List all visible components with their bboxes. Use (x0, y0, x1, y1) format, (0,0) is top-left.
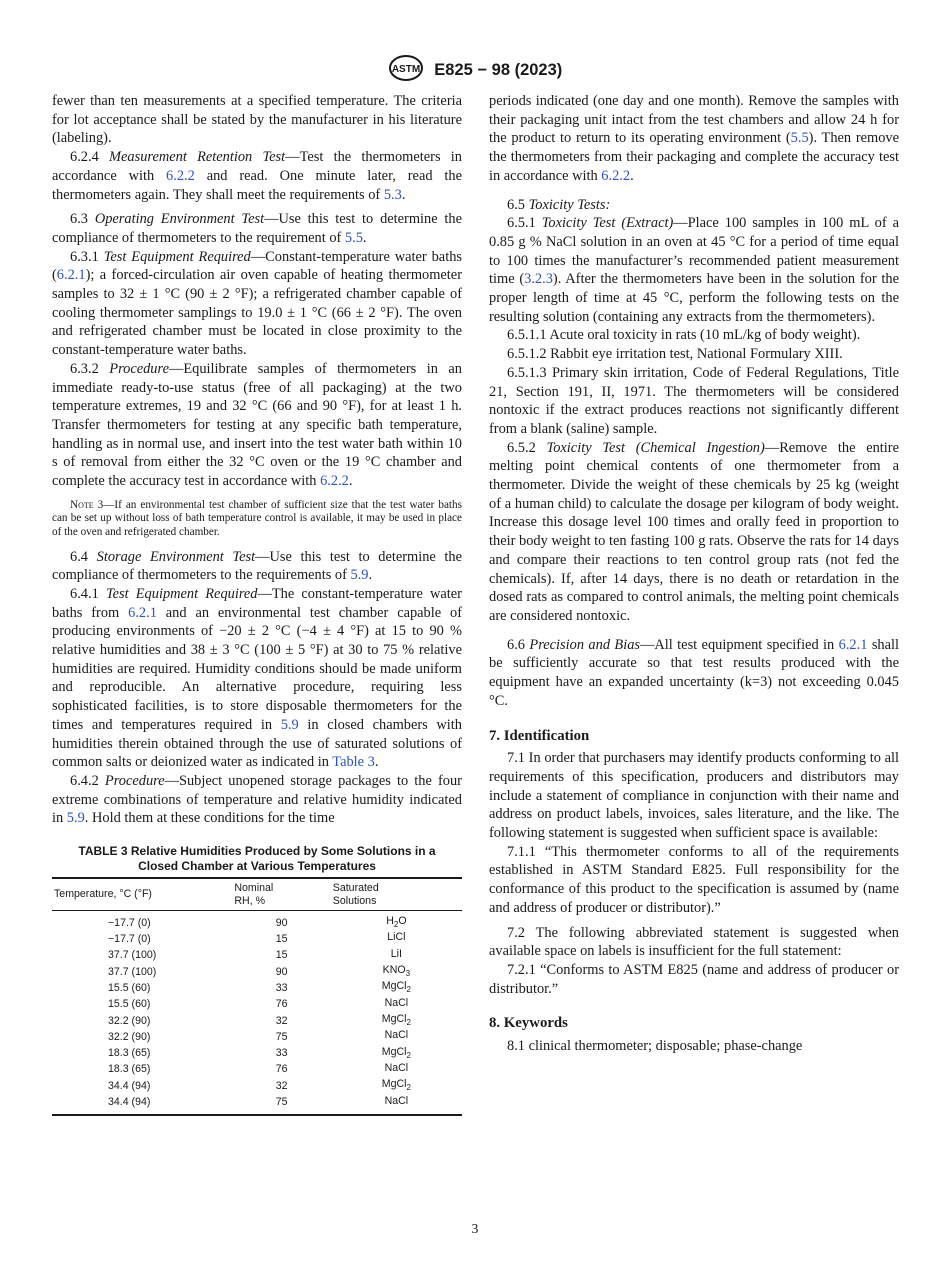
temperature-cell: 34.4 (94) (108, 1079, 151, 1092)
temperature-cell: 37.7 (100) (108, 949, 157, 962)
section-6-2-4: 6.2.4 Measurement Retention Test—Test the thermometers in accordance with 6.2.2 and read. One minute later, read the thermometers again. They shall meet the requirements of 5.3. (52, 149, 462, 203)
table-header: Saturated Solutions (331, 878, 462, 911)
section-7-1-1: 7.1.1 “This thermometer conforms to all of the requirements established in ASTM Standard E825. Full responsibility for the conformance of this product to the specification is assumed by (name and address of producer or distributor).” (489, 843, 899, 916)
table-row (52, 911, 462, 932)
section-6-5-1-1: 6.5.1.1 Acute oral toxicity in rats (10 mL/kg of body weight). (507, 327, 861, 344)
section-6-5: 6.5 Toxicity Tests: (507, 196, 611, 213)
page-header (0, 54, 950, 87)
section-8-1: 8.1 clinical thermometer; disposable; phase-change (507, 1038, 803, 1055)
rh-cell: 75 (275, 1030, 288, 1043)
temperature-cell: 15.5 (60) (108, 981, 151, 994)
table-row (52, 1078, 462, 1094)
ref-link[interactable]: 5.5 (790, 130, 809, 147)
section-7-1: 7.1 In order that purchasers may identify products conforming to all requirements of this specification, producers and distributors may include a statement of compliance in conjunction with their name and address on product labels, invoices, sales literature, and the like. The following statement is suggested when sufficient space is available: (489, 750, 899, 842)
astm-logo-icon (388, 54, 424, 87)
standard-code: E825 − 98 (2023) (434, 61, 563, 79)
solution-cell: MgCl$_2$ (381, 980, 411, 995)
ref-link[interactable]: 6.2.2 (601, 167, 631, 184)
section-7-2: 7.2 The following abbreviated statement is suggested when available space on labels is insufficient for the full statement: (489, 924, 899, 960)
section-6-5-1-3: 6.5.1.3 Primary skin irritation, Code of Federal Regulations, Title 21, Section 191, II, 1971. The thermometers will be considered nontoxic if the extract produces reactions not significantly different from a blank (saline) sample. (489, 364, 899, 437)
solution-cell: MgCl$_2$ (381, 1078, 411, 1093)
solution-cell: LiCl (387, 931, 406, 944)
solution-cell: NaCl (384, 1029, 409, 1042)
ref-link[interactable]: 3.2.3 (524, 271, 553, 288)
section-6-3: 6.3 Operating Environment Test—Use this test to determine the compliance of thermometers to the requirement of 5.5. (52, 211, 462, 246)
temperature-cell: 34.4 (94) (52, 1095, 232, 1115)
table-row (52, 948, 462, 964)
solution-cell: NaCl (384, 1061, 409, 1074)
section-6-4-1: 6.4.1 Test Equipment Required—The constant-temperature water baths from 6.2.1 and an environmental test chamber capable of producing environments of −20 ± 2 °C (−4 ± 4 °F) at 15 to 90 % relative humidities and 38 ± 3 °C (100 ± 5 °F) at 30 to 75 % relative humidities are required. Humidity conditions should be made uniform and reproducible. An alternative procedure, requiring less sophisticated facilities, is to store disposable thermometers for the times and temperatures required in 5.9 in closed chambers with humidities therein obtained through the use of saturated solutions of common salts or deionized water as indicated in Table 3. (52, 585, 462, 771)
rh-cell: 32 (275, 1079, 288, 1092)
section-heading-keywords: 8. Keywords (489, 1015, 568, 1032)
table-row (52, 1095, 462, 1115)
section-6-3-1: 6.3.1 Test Equipment Required—Constant-temperature water baths (6.2.1); a forced-circulation air oven capable of heating thermometer samples to 32 ± 1 °C (90 ± 2 °F); a refrigerated chamber capable of cooling thermometer samplings to 19.0 ± 1 °C (66 ± 2 °F). The oven and refrigerated chamber must be located in close proximity to the constant-temperature water baths. (52, 248, 462, 359)
solution-cell: MgCl$_2$ (381, 1012, 411, 1028)
paragraph-continued: periods indicated (one day and one month). Remove the samples with their packaging unit intact from the test chambers and allow 24 h for the product to return to its operating environment (5.5). Then remove the thermometers from their packaging and complete the accuracy test in accordance with 6.2.2. (489, 93, 899, 184)
temperature-cell: 37.7 (100) (108, 965, 157, 978)
table-3 (52, 877, 462, 1116)
solution-cell: NaCl (331, 1095, 462, 1115)
section-6-6: 6.6 Precision and Bias—All test equipment specified in 6.2.1 shall be sufficiently accurate so that test results produced with the equipment have an expanded uncertainty (k=3) not exceeding 0.045 °C. (489, 636, 899, 709)
solution-cell: NaCl (384, 996, 409, 1009)
rh-cell: 33 (275, 981, 288, 994)
temperature-cell: 18.3 (65) (108, 1063, 151, 1076)
section-6-5-1-2: 6.5.1.2 Rabbit eye irritation test, National Formulary XIII. (507, 346, 843, 363)
section-7-2-1: 7.2.1 “Conforms to ASTM E825 (name and address of producer or distributor.” (489, 961, 899, 997)
ref-link[interactable]: 5.5 (344, 229, 363, 246)
temperature-cell: 32.2 (90) (108, 1014, 151, 1027)
ref-link[interactable]: 5.9 (66, 810, 85, 827)
temperature-cell: 18.3 (65) (108, 1047, 151, 1060)
left-column (52, 92, 462, 1116)
table-row (52, 1062, 462, 1078)
rh-cell: 75 (232, 1095, 330, 1115)
solution-cell: $H_2O$ (386, 915, 407, 930)
rh-cell: 76 (275, 998, 288, 1011)
table-body (52, 911, 462, 1115)
temperature-cell: −17.7 (0) (108, 916, 151, 929)
ref-link[interactable]: 6.2.1 (838, 636, 868, 653)
ref-link[interactable]: Table 3 (332, 754, 375, 771)
table-3-caption: TABLE 3 Relative Humidities Produced by Some Solutions in a Closed Chamber at Various Temperatures (78, 844, 436, 873)
paragraph-continued: fewer than ten measurements at a specified temperature. The criteria for lot acceptance shall be stated by the manufacturer in his literature (labeling). (52, 93, 462, 147)
table-row (52, 1029, 462, 1045)
section-6-4: 6.4 Storage Environment Test—Use this test to determine the compliance of thermometers to the requirements of 5.9. (52, 548, 463, 584)
ref-link[interactable]: 5.9 (280, 716, 299, 733)
note-3: Note 3—If an environmental test chamber of sufficient size that the test water baths can be set up without loss of bath temperature control is available, it may be used in place of the oven and refrigerated chamber. (52, 498, 462, 538)
section-6-5-1: 6.5.1 Toxicity Test (Extract)—Place 100 samples in 100 mL of a 0.85 g % NaCl solution in an oven at 45 °C for a period of time equal to 100 times the manufacturer’s recommended patient measurement time (3.2.3). After the thermometers have been in the solution for the proper length of time at 45 °C, perform the following tests on the resulting solution (containing any extracts from the thermometers). (489, 215, 900, 325)
rh-cell: 90 (275, 965, 288, 978)
ref-link[interactable]: 5.3 (383, 186, 402, 203)
right-column (489, 92, 899, 1056)
svg-text:ASTM: ASTM (391, 64, 420, 75)
ref-link[interactable]: 6.2.2 (166, 167, 195, 184)
rh-cell: 15 (275, 932, 288, 945)
solution-cell: LiI (390, 947, 402, 960)
table-row (52, 1046, 462, 1062)
ref-link[interactable]: 6.2.1 (56, 267, 86, 284)
table-row (52, 980, 462, 996)
solution-cell: MgCl$_2$ (381, 1045, 411, 1060)
section-6-3-2: 6.3.2 Procedure—Equilibrate samples of thermometers in an immediate ready-to-use status (free of all packaging) at the two temperature extremes, 19 and 32 °C (66 and 90 °F), for at least 1 h. Transfer thermometers for testing at any specific bath temperature, handling as in normal use, and insert into the test water bath within 10 s of removal from either the 32 °C oven or the 19 °C chamber and complete the accuracy test in accordance with 6.2.2. (52, 360, 462, 490)
ref-link[interactable]: 6.2.1 (128, 604, 157, 621)
section-6-5-2: 6.5.2 Toxicity Test (Chemical Ingestion)—Remove the entire melting point chemical contents of one thermometer from a thermometer. Divide the weight of these chemicals by 25 kg (weight of a human child) to calculate the dosage per kilogram of body weight. Increase this dosage level 100 times and orally feed in proportion to their body weight to ten fasting 100 g rats. Observe the rats for 14 days and compare their reactions to ten control group rats (not fed the chemicals). If, after 14 days, there is no death or retardation in the dosed rats as compared to control animals, the melting point chemicals are considered nontoxic. (489, 439, 899, 624)
table-row (52, 1013, 462, 1029)
rh-cell: 76 (275, 1063, 288, 1076)
table-row (52, 964, 462, 980)
temperature-cell: 32.2 (90) (108, 1030, 151, 1043)
ref-link[interactable]: 5.9 (350, 567, 369, 584)
temperature-cell: −17.7 (0) (108, 932, 151, 945)
table-header: Temperature, °C (°F) (52, 878, 232, 911)
rh-cell: 90 (275, 916, 288, 929)
ref-link[interactable]: 6.2.2 (320, 473, 349, 490)
table-row (52, 931, 462, 947)
table-header: Nominal RH, % (232, 878, 330, 911)
solution-cell: $KNO_3$ (382, 964, 411, 979)
rh-cell: 15 (275, 949, 288, 962)
section-6-4-2: 6.4.2 Procedure—Subject unopened storage packages to the four extreme combinations of temperature and relative humidity indicated in 5.9. Hold them at these conditions for the time (52, 772, 462, 827)
table-row (52, 997, 462, 1013)
rh-cell: 32 (275, 1014, 288, 1027)
rh-cell: 33 (275, 1047, 288, 1060)
page-number: 3 (471, 1221, 479, 1236)
section-heading-identification: 7. Identification (489, 727, 590, 744)
temperature-cell: 15.5 (60) (108, 998, 151, 1011)
